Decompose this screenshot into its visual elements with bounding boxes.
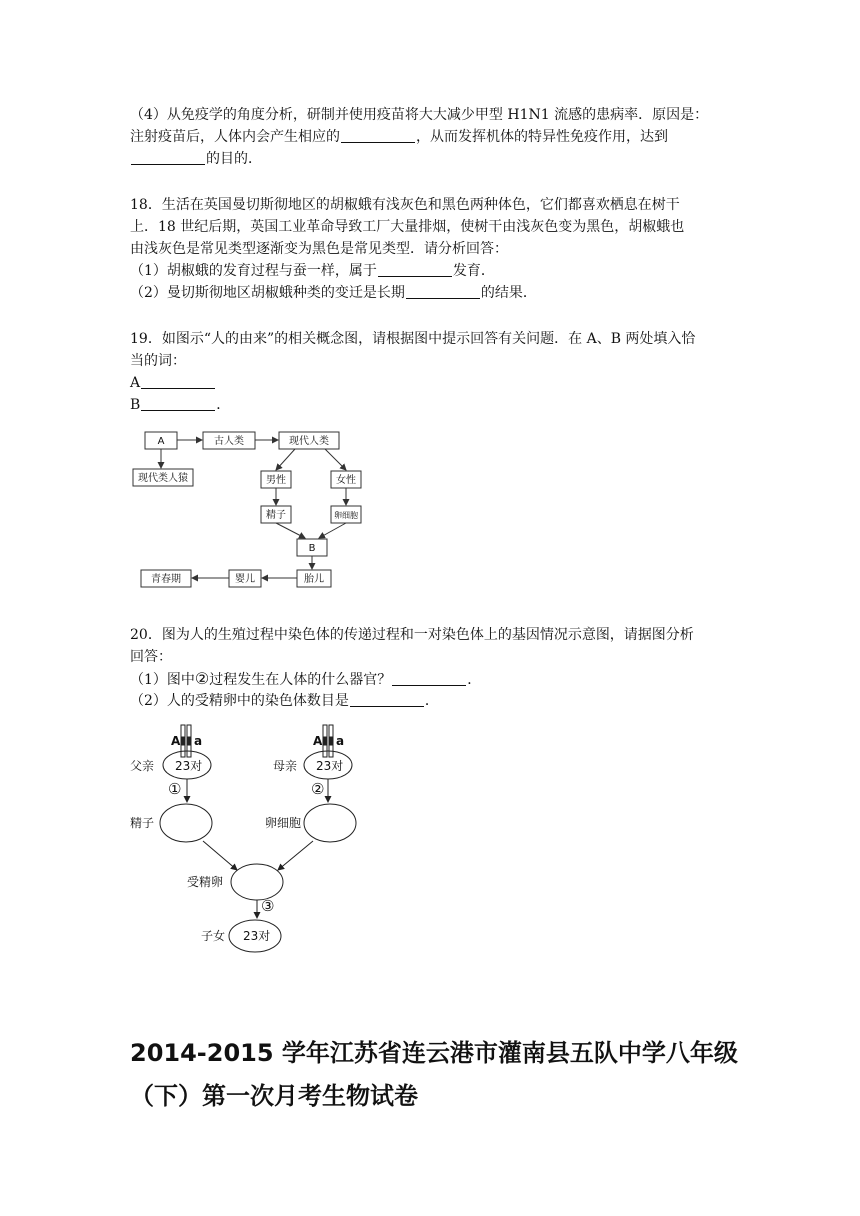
mother-chromosome-pair xyxy=(323,725,333,757)
father-gene-a: a xyxy=(194,734,203,748)
q17-4-line1: （4）从免疫学的角度分析，研制并使用疫苗将大大减少甲型 H1N1 流感的患病率．原因是： xyxy=(130,107,709,123)
answer-blank-antibody[interactable] xyxy=(341,128,415,143)
node-male: 男性 xyxy=(266,475,286,486)
q20-sub2-tail: ． xyxy=(424,693,439,709)
node-ancient-human: 古人类 xyxy=(214,436,244,447)
mother-23-pairs: 23对 xyxy=(316,759,344,773)
node-puberty: 青春期 xyxy=(151,574,181,585)
answer-blank-a[interactable] xyxy=(141,374,215,389)
answer-blank-purpose[interactable] xyxy=(131,150,205,165)
exam-title-line1: 2014-2015 学年江苏省连云港市灌南县五队中学八年级 xyxy=(130,1039,738,1067)
label-father: 父亲 xyxy=(130,759,155,773)
q18-sub2-text: （2）曼切斯彻地区胡椒蛾种类的变迁是长期 xyxy=(130,285,405,301)
node-modern-human: 现代人类 xyxy=(289,436,329,447)
chromosome-transmission-diagram xyxy=(125,720,375,955)
mother-gene-A: A xyxy=(313,734,323,748)
node-a: A xyxy=(157,436,165,447)
step-1: ① xyxy=(168,780,182,798)
father-23-pairs: 23对 xyxy=(175,759,203,773)
q19-label-a: A xyxy=(130,375,141,391)
q17-4-text-c: 的目的． xyxy=(206,151,262,167)
q18-sub2 xyxy=(130,283,537,303)
q20-sub1-number: ② xyxy=(194,669,210,688)
q20-sub2-text: （2）人的受精卵中的染色体数目是 xyxy=(130,693,349,709)
node-sperm: 精子 xyxy=(266,510,286,521)
label-sperm: 精子 xyxy=(130,816,155,830)
step-3: ③ xyxy=(261,897,275,915)
q19-line1: 19．如图示“人的由来”的相关概念图，请根据图中提示回答有关问题．在 A、B 两处填入恰 xyxy=(130,331,696,347)
q17-4-line3 xyxy=(130,149,262,169)
label-egg: 卵细胞 xyxy=(265,816,302,830)
q18-line3: 由浅灰色是常见类型逐渐变为黑色是常见类型．请分析回答： xyxy=(130,241,508,257)
answer-blank-selection[interactable] xyxy=(406,284,480,299)
q17-4-line2 xyxy=(130,127,668,147)
step-2: ② xyxy=(311,780,325,798)
q20-sub1-text: （1）图中 xyxy=(130,672,195,688)
answer-blank-development[interactable] xyxy=(378,262,452,277)
node-modern-ape: 现代类人猿 xyxy=(138,473,188,484)
q19-line2: 当的词： xyxy=(130,353,186,369)
q18-line1: 18．生活在英国曼切斯彻地区的胡椒蛾有浅灰色和黑色两种体色，它们都喜欢栖息在树干 xyxy=(130,197,680,213)
human-origin-concept-map xyxy=(125,422,365,597)
q20-line1: 20．图为人的生殖过程中染色体的传递过程和一对染色体上的基因情况示意图，请据图分析 xyxy=(130,627,694,643)
q18-sub1-tail: 发育． xyxy=(452,263,495,279)
node-egg: 卵细胞 xyxy=(334,511,358,520)
q20-line2: 回答： xyxy=(130,649,172,665)
father-gene-A: A xyxy=(171,734,181,748)
q18-sub2-tail: 的结果． xyxy=(480,285,537,301)
node-fetus: 胎儿 xyxy=(304,574,324,585)
mother-gene-a: a xyxy=(336,734,345,748)
father-chromosome-pair xyxy=(181,725,191,757)
q19-label-b: B xyxy=(130,397,141,413)
q19-answer-a xyxy=(130,373,216,393)
q18-sub1-text: （1）胡椒蛾的发育过程与蚕一样，属于 xyxy=(130,263,377,279)
label-mother: 母亲 xyxy=(273,759,298,773)
q19-answer-b xyxy=(130,395,230,415)
q19-period: ． xyxy=(216,397,231,413)
q20-sub2 xyxy=(130,691,439,711)
q18-sub1 xyxy=(130,261,495,281)
node-female: 女性 xyxy=(336,475,356,486)
q17-4-text-a: 注射疫苗后，人体内会产生相应的 xyxy=(130,129,340,145)
label-child: 子女 xyxy=(201,929,226,943)
exam-title-line2: （下）第一次月考生物试卷 xyxy=(130,1082,418,1110)
q20-sub1-question: 过程发生在人体的什么器官？ xyxy=(209,672,392,688)
child-23-pairs: 23对 xyxy=(243,929,271,943)
answer-blank-chromosome-count[interactable] xyxy=(350,692,424,707)
label-zygote: 受精卵 xyxy=(187,875,224,889)
node-infant: 婴儿 xyxy=(235,574,255,585)
answer-blank-b[interactable] xyxy=(141,396,215,411)
node-b: B xyxy=(308,543,316,554)
q17-4-text-b: ，从而发挥机体的特异性免疫作用，达到 xyxy=(416,129,668,145)
q18-line2: 上．18 世纪后期，英国工业革命导致工厂大量排烟，使树干由浅灰色变为黑色，胡椒蛾也 xyxy=(130,219,685,235)
q20-sub1 xyxy=(130,669,481,690)
q20-sub1-tail: ． xyxy=(467,672,482,688)
answer-blank-organ[interactable] xyxy=(392,671,466,686)
